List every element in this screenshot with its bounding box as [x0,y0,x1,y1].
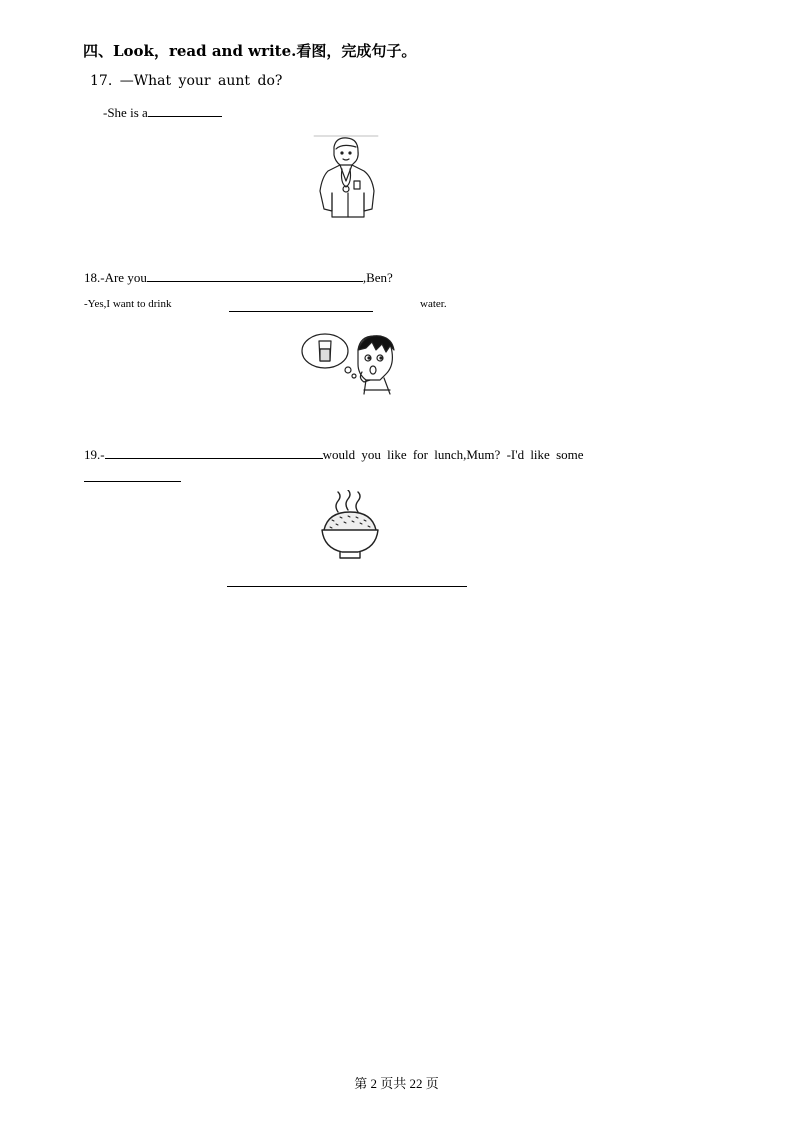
question-19 [84,446,584,463]
question-17: 17. —What your aunt do? [90,73,283,89]
question-19-suffix: would you like for lunch,Mum? -I'd like some [322,447,584,462]
question-18-prefix: 18.-Are you [84,270,147,285]
doctor-illustration [312,133,382,219]
answer-18-prefix: -Yes,I want to drink [84,298,172,310]
question-19-prefix: 19.- [84,447,105,462]
rice-bowl-illustration [318,490,382,564]
answer-18-blank[interactable] [229,311,373,312]
answer-18-suffix: water. [420,298,447,310]
question-18-suffix: ,Ben? [362,270,393,285]
answer-19-line[interactable] [227,586,467,587]
answer-17-prefix: -She is a [103,105,148,120]
answer-17-blank[interactable] [148,104,222,117]
question-18-blank[interactable] [147,269,363,282]
answer-19-blank[interactable] [84,481,181,482]
section-heading: 四、Look，read and write.看图，完成句子。 [83,42,417,60]
question-19-blank[interactable] [105,446,323,459]
page-footer: 第 2 页共 22 页 [354,1076,439,1091]
question-18 [84,269,393,286]
answer-17 [103,104,222,121]
thirsty-boy-illustration [300,330,398,396]
